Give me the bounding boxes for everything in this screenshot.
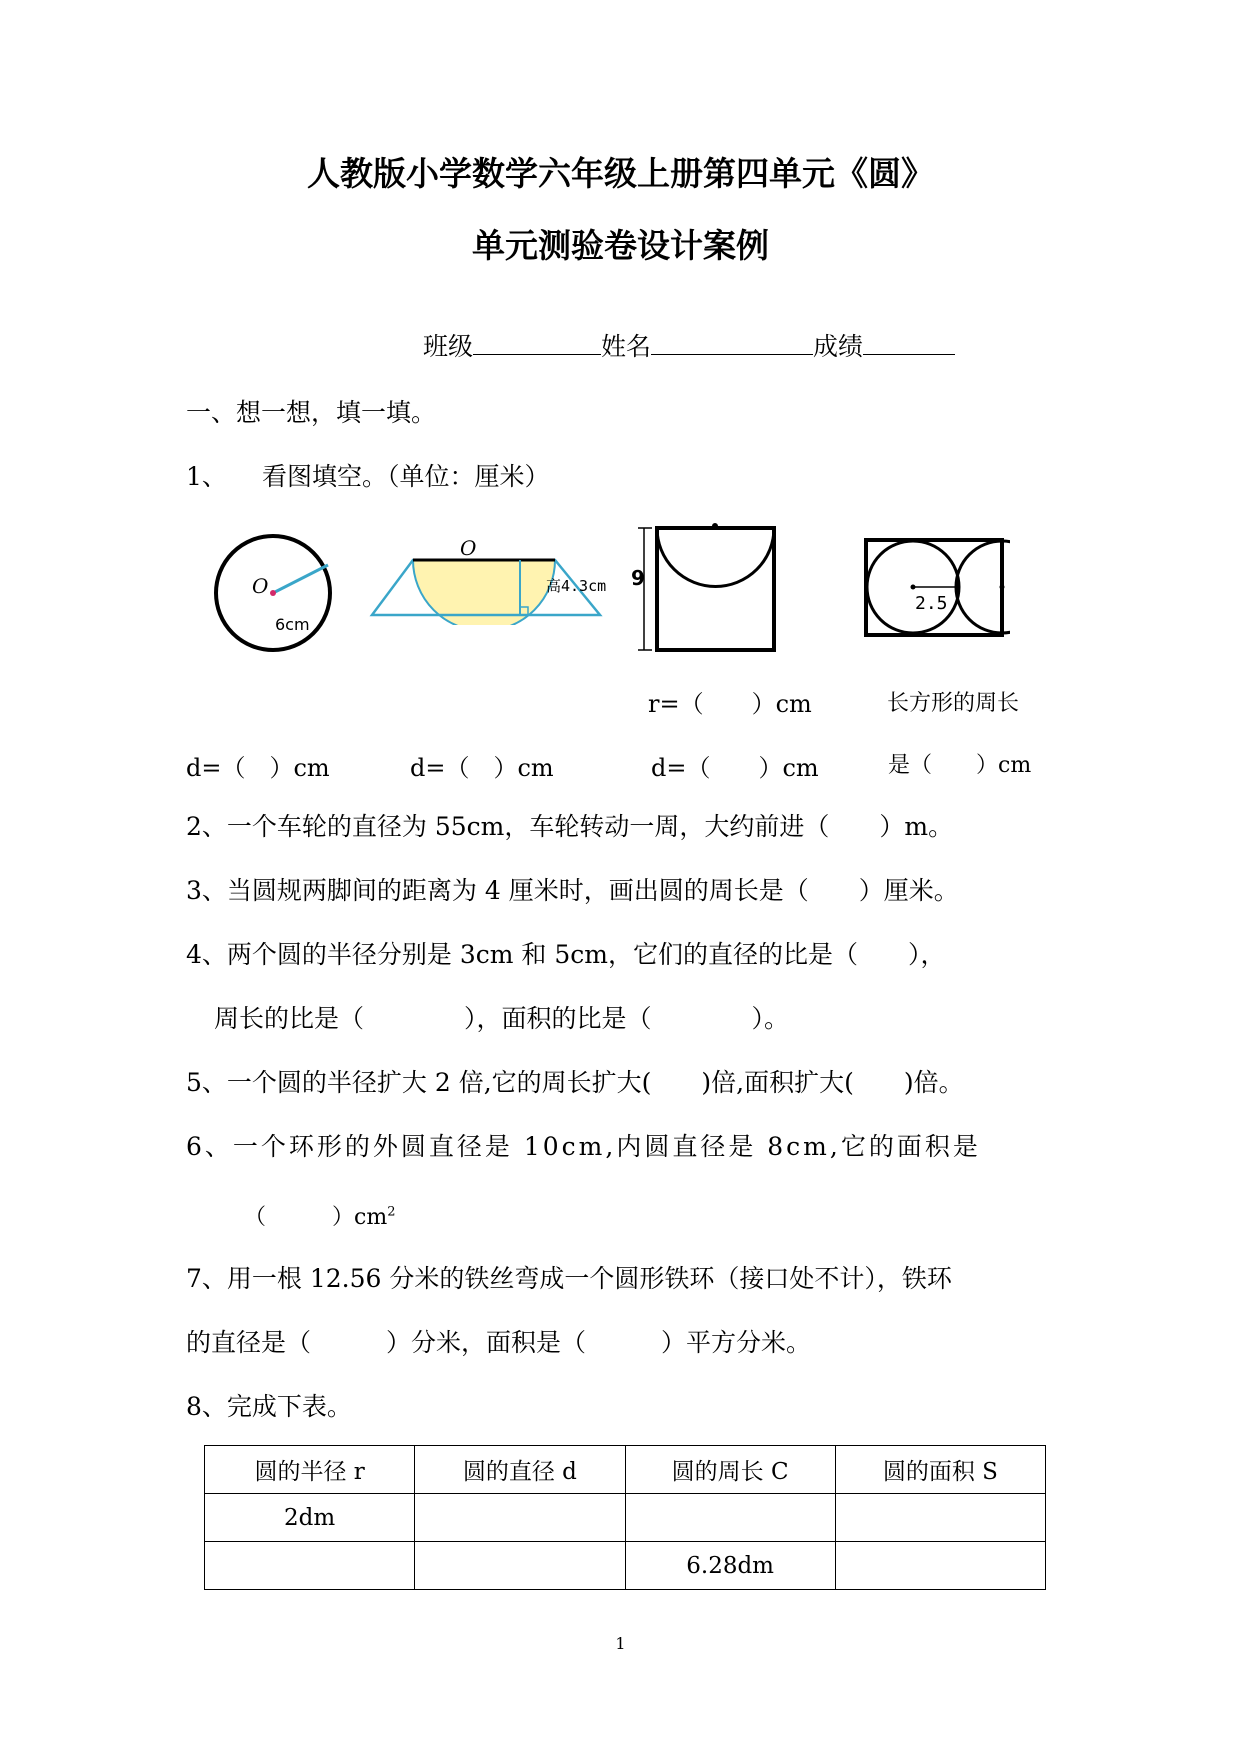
- fig2-center-label: O: [460, 536, 477, 560]
- table-header-row: [205, 1446, 1046, 1494]
- table-cell[interactable]: [205, 1542, 415, 1590]
- circle-table: [204, 1445, 1046, 1590]
- q1-rect-perimeter-line1: 长方形的周长: [887, 691, 1020, 716]
- table-header-cell: 圆的直径 d: [415, 1446, 625, 1494]
- q1-r-answer: r=（ ）cm: [648, 690, 812, 718]
- question-2: 2、一个车轮的直径为 55cm，车轮转动一周，大约前进（ ）m。: [186, 812, 954, 841]
- question-6-superscript: 2: [387, 1204, 396, 1220]
- score-blank[interactable]: [863, 330, 955, 355]
- question-6-line2: [244, 1200, 395, 1231]
- circle-figure: [210, 530, 336, 656]
- name-label: 姓名: [601, 332, 652, 361]
- table-header-cell: 圆的半径 r: [205, 1446, 415, 1494]
- q1-answer-4: 是（ ）cm: [888, 753, 1032, 778]
- question-6-answer: （ ）cm: [244, 1205, 388, 1230]
- table-row: [205, 1542, 1046, 1590]
- question-3: 3、当圆规两脚间的距离为 4 厘米时，画出圆的周长是（ ）厘米。: [186, 876, 959, 905]
- table-cell[interactable]: [835, 1494, 1045, 1542]
- table-cell: 6.28dm: [625, 1542, 835, 1590]
- fig1-center-label: O: [252, 574, 269, 598]
- square-semicircle-figure: [630, 520, 790, 655]
- q1-number: 1、: [186, 462, 227, 491]
- class-label: 班级: [423, 332, 474, 361]
- table-header-cell: 圆的面积 S: [835, 1446, 1045, 1494]
- table-cell[interactable]: [835, 1542, 1045, 1590]
- q1-text: 看图填空。（单位：厘米）: [262, 462, 550, 491]
- name-blank[interactable]: [651, 330, 813, 355]
- table-cell[interactable]: [625, 1494, 835, 1542]
- page-title: 人教版小学数学六年级上册第四单元《圆》: [307, 154, 934, 193]
- fig2-height-label: 高4.3cm: [546, 577, 607, 595]
- q1-answer-1: d=（ ）cm: [186, 754, 330, 782]
- table-cell: 2dm: [205, 1494, 415, 1542]
- section-heading: 一、想一想，填一填。: [186, 398, 437, 427]
- page-number: 1: [615, 1634, 626, 1653]
- table-row: [205, 1494, 1046, 1542]
- table-cell[interactable]: [415, 1542, 625, 1590]
- q1-answer-3: d=（ ）cm: [651, 754, 819, 782]
- question-7-line1: 7、用一根 12.56 分米的铁丝弯成一个圆形铁环（接口处不计），铁环: [186, 1264, 952, 1293]
- table-header-cell: 圆的周长 C: [625, 1446, 835, 1494]
- score-label: 成绩: [813, 332, 864, 361]
- table-cell[interactable]: [415, 1494, 625, 1542]
- fig1-radius-label: 6cm: [275, 615, 310, 634]
- question-6-line1: 6、一个环形的外圆直径是 10cm,内圆直径是 8cm,它的面积是: [186, 1132, 981, 1161]
- question-5: 5、一个圆的半径扩大 2 倍,它的周长扩大( )倍,面积扩大( )倍。: [186, 1068, 964, 1097]
- class-blank[interactable]: [473, 330, 601, 355]
- question-8: 8、完成下表。: [186, 1392, 352, 1421]
- q1-answer-2: d=（ ）cm: [410, 754, 554, 782]
- trapezoid-semicircle-figure: [368, 535, 618, 625]
- question-7-line2: 的直径是（ ）分米，面积是（ ）平方分米。: [186, 1328, 812, 1357]
- page-subtitle: 单元测验卷设计案例: [472, 226, 769, 265]
- rectangle-two-circles-figure: [860, 535, 1010, 640]
- fig3-side-label: 9: [631, 566, 645, 590]
- fig4-radius-label: 2.5: [915, 593, 948, 614]
- header-fields: [423, 330, 955, 362]
- question-4-line2: 周长的比是（ ），面积的比是（ ）。: [214, 1004, 790, 1033]
- question-4-line1: 4、两个圆的半径分别是 3cm 和 5cm，它们的直径的比是（ ），: [186, 940, 946, 969]
